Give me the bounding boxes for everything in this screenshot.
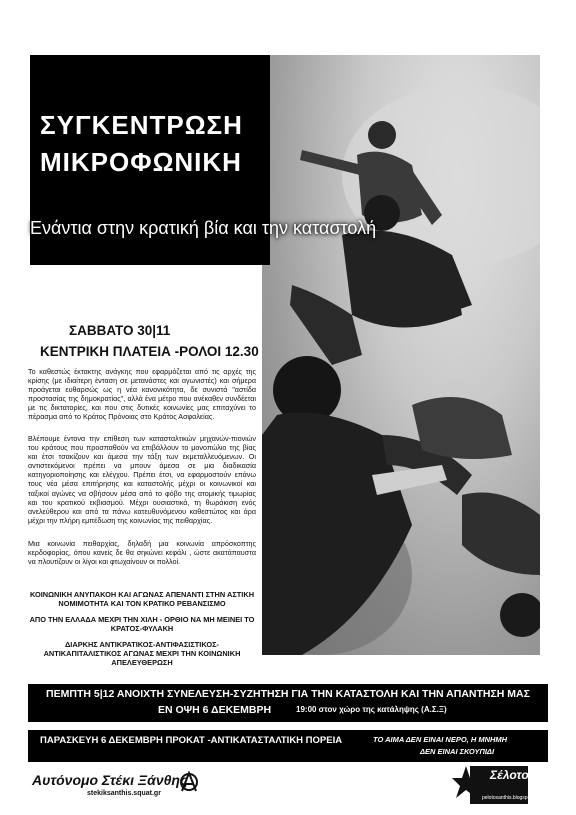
anarchy-symbol-icon <box>178 771 200 793</box>
title-line-1: ΣΥΓΚΕΝΤΡΩΣΗ <box>40 110 243 140</box>
protest-photo <box>262 55 540 655</box>
event-place: ΚΕΝΤΡΙΚΗ ΠΛΑΤΕΙΑ -ΡΟΛΟΙ 12.30 <box>40 344 259 359</box>
march-banner <box>28 730 548 762</box>
march-banner-slogan-1: ΤΟ ΑΙΜΑ ΔΕΝ ΕΙΝΑΙ ΝΕΡΟ, Η ΜΝΗΜΗ <box>373 735 508 744</box>
stamp-url: pelotoxanthis.blogspot.com <box>482 795 543 801</box>
march-banner-slogan-2: ΔΕΝ ΕΙΝΑΙ ΣΚΟΥΠΙΔΙ <box>420 747 495 756</box>
stamp-text: Σέλοτο <box>490 768 529 782</box>
organization-name: Αυτόνομο Στέκι Ξάνθης <box>32 772 188 788</box>
assembly-banner-main: ΠΕΜΠΤΗ 5|12 ΑΝΟΙΧΤΗ ΣΥΝΕΛΕΥΣΗ-ΣΥΖΗΤΗΣΗ ΓΙΑ ΤΗΝ ΚΑΤΑΣΤΟΛΗ ΚΑΙ ΤΗΝ ΑΠΑΝΤΗΣΗ ΜΑΣ <box>46 688 530 700</box>
subtitle: Ενάντια στην κρατική βία και την καταστολή <box>30 218 377 238</box>
demand-2: ΑΠΟ ΤΗΝ ΕΛΛΑΔΑ ΜΕΧΡΙ ΤΗΝ ΧΙΛΗ - ΟΡΘΙΟ ΝΑ ΜΗ ΜΕΙΝΕΙ ΤΟ ΚΡΑΤΟΣ-ΦΥΛΑΚΗ <box>29 615 255 633</box>
assembly-banner <box>28 684 548 722</box>
organization-url: stekiksanthis.squat.gr <box>87 790 161 797</box>
demand-3: ΔΙΑΡΚΗΣ ΑΝΤΙΚΡΑΤΙΚΟΣ-ΑΝΤΙΦΑΣΙΣΤΙΚΟΣ-ΑΝΤΙΚΑΠΙΤΑΛΙΣΤΙΚΟΣ ΑΓΩΝΑΣ ΜΕΧΡΙ ΤΗΝ ΚΟΙΝΩΝΙΚΗ ΑΠΕΛΕΥΘΕΡΩΣΗ <box>43 640 241 667</box>
march-banner-main: ΠΑΡΑΣΚΕΥΗ 6 ΔΕΚΕΜΒΡΗ ΠΡΟΚΑΤ -ΑΝΤΙΚΑΤΑΣΤΑΛΤΙΚΗ ΠΟΡΕΙΑ <box>40 735 343 746</box>
demand-1: ΚΟΙΝΩΝΙΚΗ ΑΝΥΠΑΚΟΗ ΚΑΙ ΑΓΩΝΑΣ ΑΠΕΝΑΝΤΙ ΣΤΗΝ ΑΣΤΙΚΗ ΝΟΜΙΜΟΤΗΤΑ ΚΑΙ ΤΟΝ ΚΡΑΤΙΚΟ ΡΕΒΑΝΣΙΣΜΟ <box>29 590 255 608</box>
event-date: ΣΑΒΒΑΤΟ 30|11 <box>69 323 171 338</box>
assembly-banner-line2: ΕΝ ΟΨΗ 6 ΔΕΚΕΜΒΡΗ <box>158 704 272 716</box>
title-line-2: ΜΙΚΡΟΦΩΝΙΚΗ <box>40 147 242 177</box>
assembly-banner-detail: 19:00 στον χώρο της κατάληψης (Α.Σ.Ξ) <box>296 705 447 714</box>
paragraph-2: Βλέπουμε έντονα την επίθεση των κατασταλτικών μηχανών-πιονιών του κράτους που προσπαθούν να επιβάλλουν το μονοπώλιο της βίας και έτσι τσακίζουν και άμεσα την τάξη των εκμεταλλευόμενων. Οι αντιστεκόμενοι πρέπει να μπουν άμεσα σε μια διαδικασία κατηγοριοποίησης και ελέγχου. Πρέπει έτσι, να εφαρμοστούν επάνω τους νέα μέσα επιτήρησης και καταστολής μέχρι οι κοινωνικοί και ταξικοί αγώνες να σβήσουν μέσα από το φόβο της ατομικής τιμωρίας και του κρατικού εκβιασμού. Μέχρι ουσιαστικά, τη θωράκιση ενός ανελεύθερου και από τα πάνω κατευθυνόμενου καθεστώτος και άρα μέχρι την πλήρη εμπέδωση της κοινωνίας της πειθαρχίας. <box>28 434 256 525</box>
riot-scene-illustration <box>262 55 540 655</box>
paragraph-1: Το καθεστώς έκτακτης ανάγκης που εφαρμόζεται από τις αρχές της κρίσης (με ιδιαίτερη ένταση σε μετανάστες και αγωνιστές) και σήμερα προάγεται ευθαρσώς ως η νέα κανονικότητα, δε συνιστά "αστίδα προστασίας της δημοκρατίας", αλλά ένα μέτρο που ανέκαθεν συνδέεται με τις δικτατορίες, και που στις δυτικές κοινωνίες μας επιταχύνει το πέρασμα από το Κράτος Πρόνοιας στο Κράτος Ασφαλείας. <box>28 367 256 422</box>
paragraph-3: Μια κοινωνία πειθαρχίας, δηλαδή μια κοινωνία απρόσκοπτης κερδοφορίας, όπου κανείς δε θα σηκώνει κεφάλι , ώστε ακατάπαυστα να πλουτίζουν οι λίγοι και φτωχαίνουν οι πολλοί. <box>28 539 256 567</box>
